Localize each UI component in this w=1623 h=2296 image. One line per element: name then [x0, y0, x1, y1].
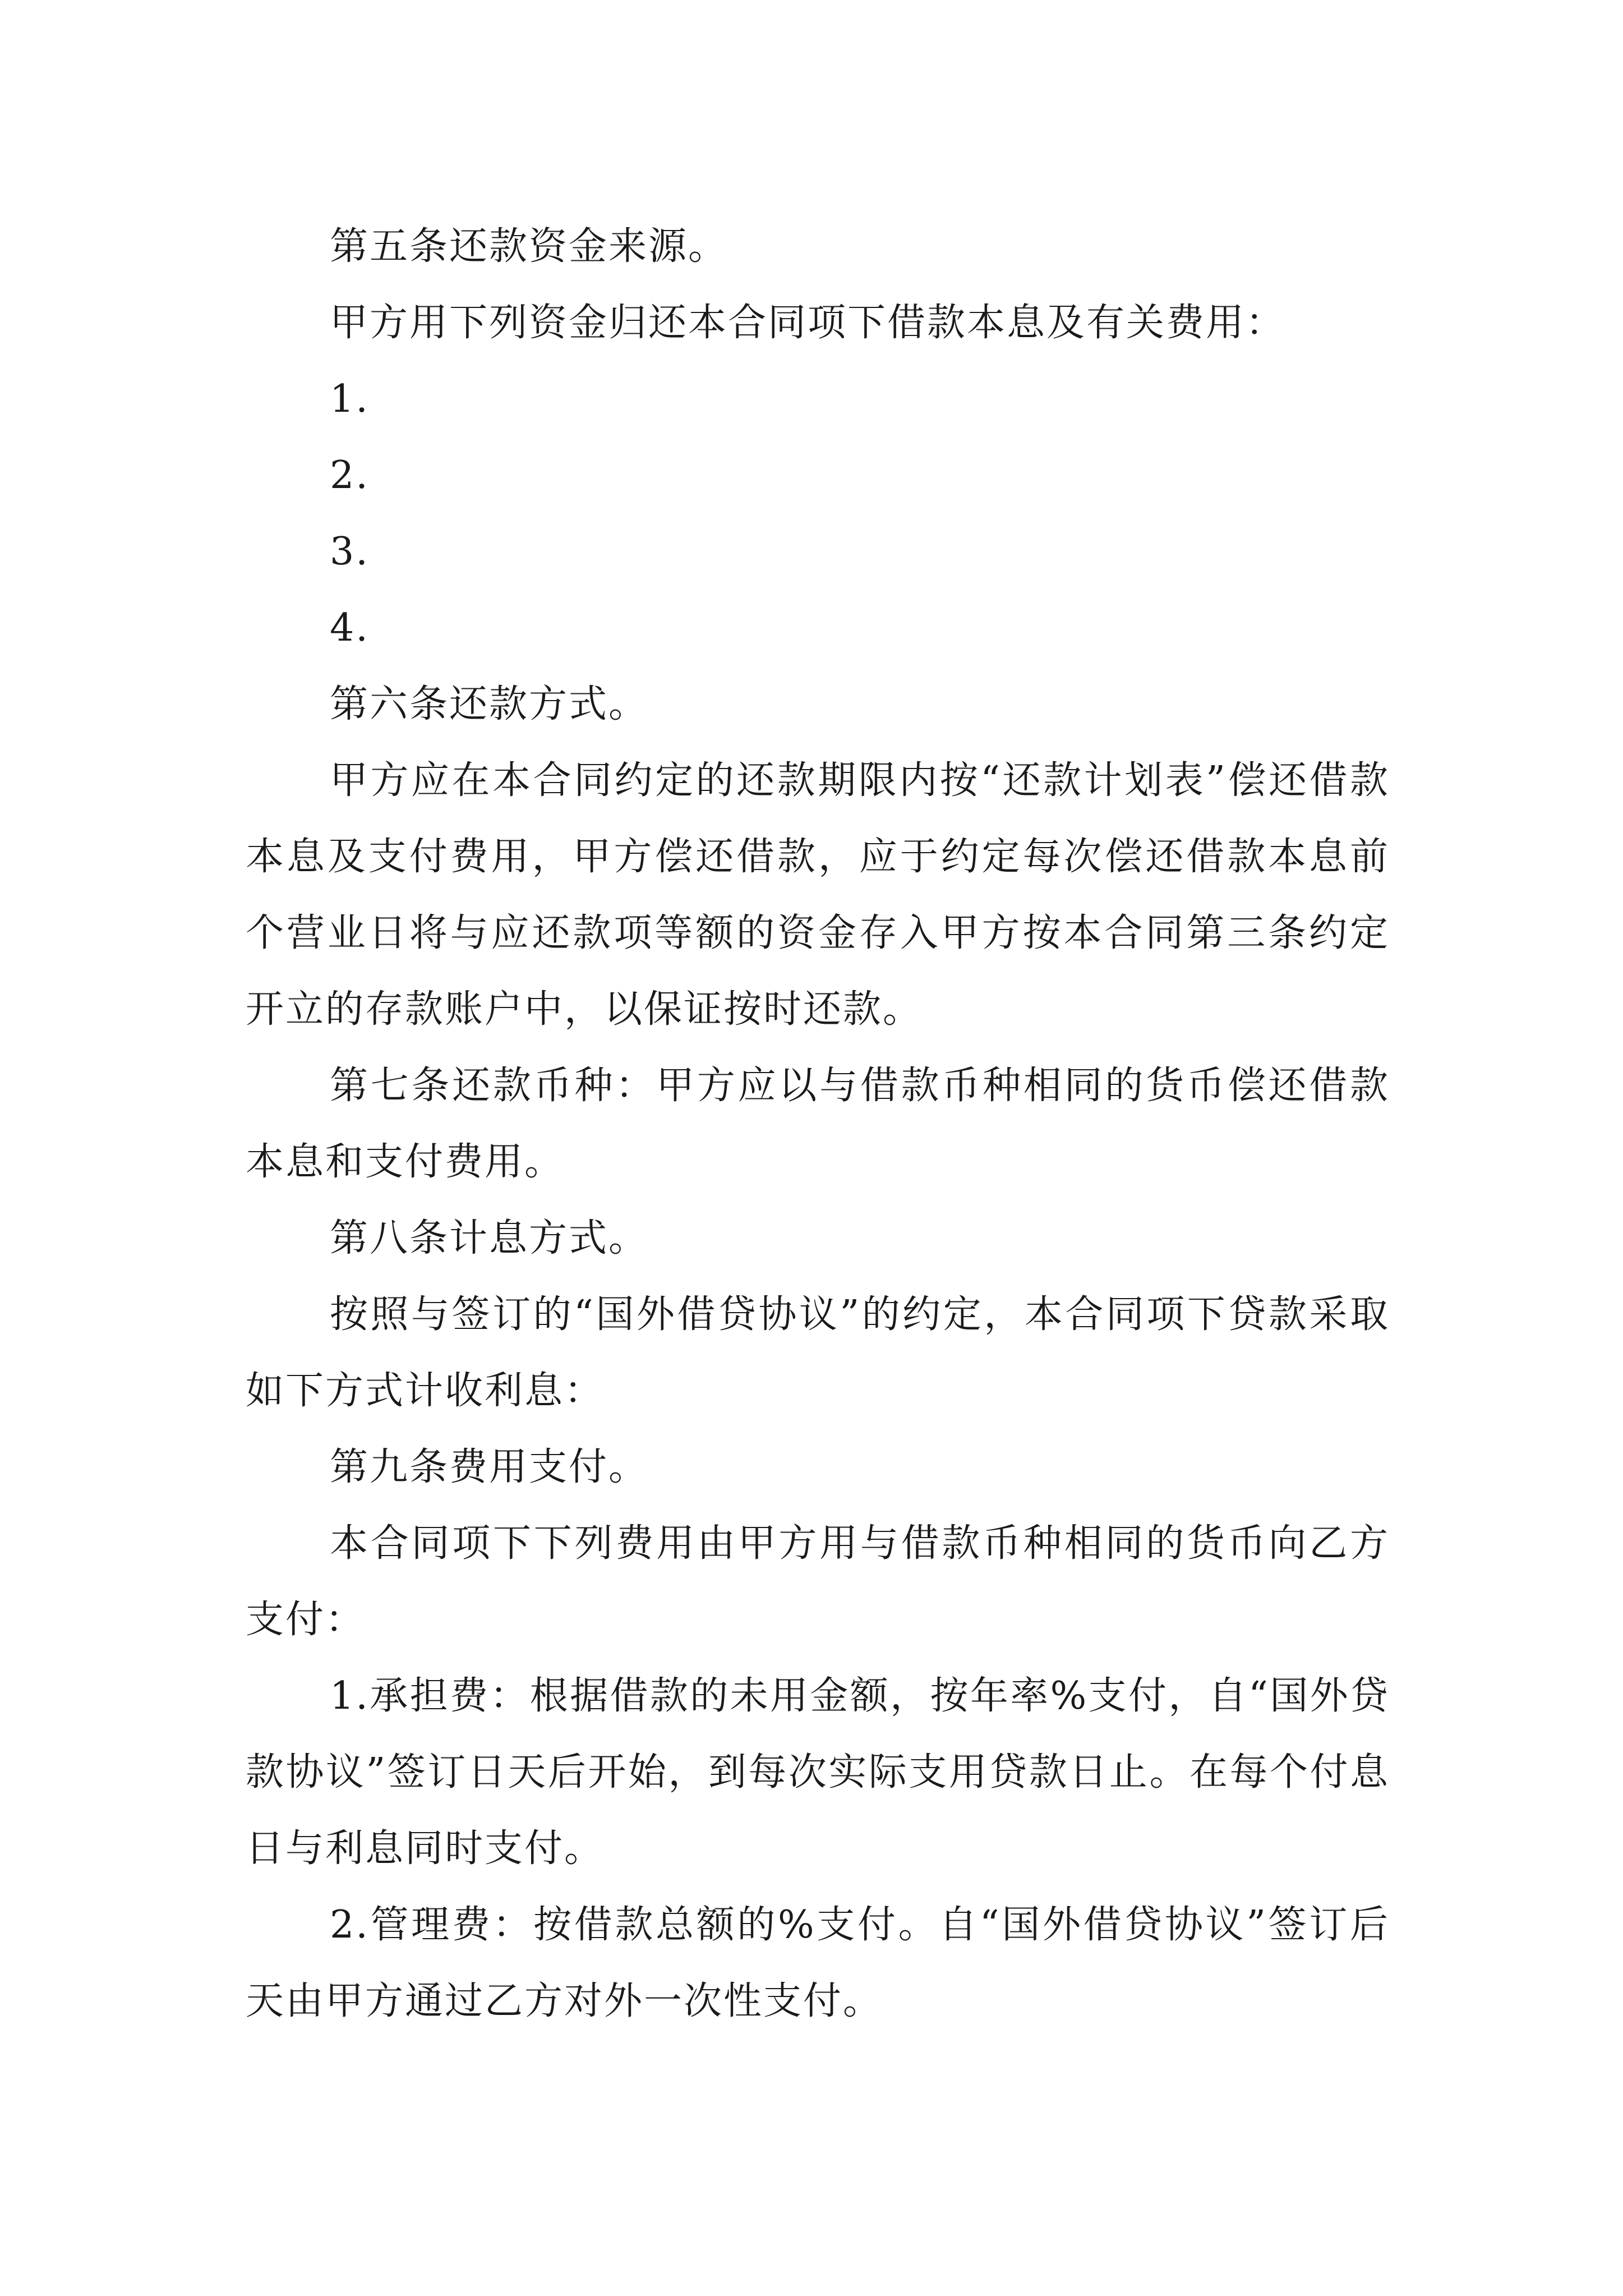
clause-5-item-2: 2. [330, 453, 370, 498]
clause-5-item-4: 4. [330, 606, 370, 650]
clause-7-text: 第七条还款币种：甲方应以与借款币种相同的货币偿还借款本息和支付费用。 [246, 1064, 1390, 1184]
clause-8-text: 按照与签订的“国外借贷协议”的约定，本合同项下贷款采取如下方式计收利息： [246, 1292, 1390, 1413]
clause-9-text: 本合同项下下列费用由甲方用与借款币种相同的货币向乙方支付： [246, 1521, 1390, 1642]
clause-5-item-1: 1. [330, 377, 370, 421]
clause-5-text: 甲方用下列资金归还本合同项下借款本息及有关费用： [330, 301, 1286, 345]
clause-8-heading: 第八条计息方式。 [330, 1216, 649, 1260]
clause-9-item-2: 2.管理费：按借款总额的%支付。自“国外借贷协议”签订后天由甲方通过乙方对外一次性支付。 [246, 1903, 1390, 2023]
clause-5-heading: 第五条还款资金来源。 [330, 224, 728, 269]
document-body [246, 209, 1390, 2040]
clause-9-item-1: 1.承担费：根据借款的未用金额，按年率%支付，自“国外贷款协议”签订日天后开始，到每次实际支用贷款日止。在每个付息日与利息同时支付。 [246, 1674, 1390, 1871]
clause-5-item-3: 3. [330, 530, 370, 574]
clause-6-text: 甲方应在本合同约定的还款期限内按“还款计划表”偿还借款本息及支付费用，甲方偿还借款，应于约定每次偿还借款本息前个营业日将与应还款项等额的资金存入甲方按本合同第三条约定开立的存款账户中，以保证按时还款。 [246, 758, 1390, 1032]
clause-6-heading: 第六条还款方式。 [330, 682, 649, 726]
clause-9-heading: 第九条费用支付。 [330, 1445, 649, 1489]
